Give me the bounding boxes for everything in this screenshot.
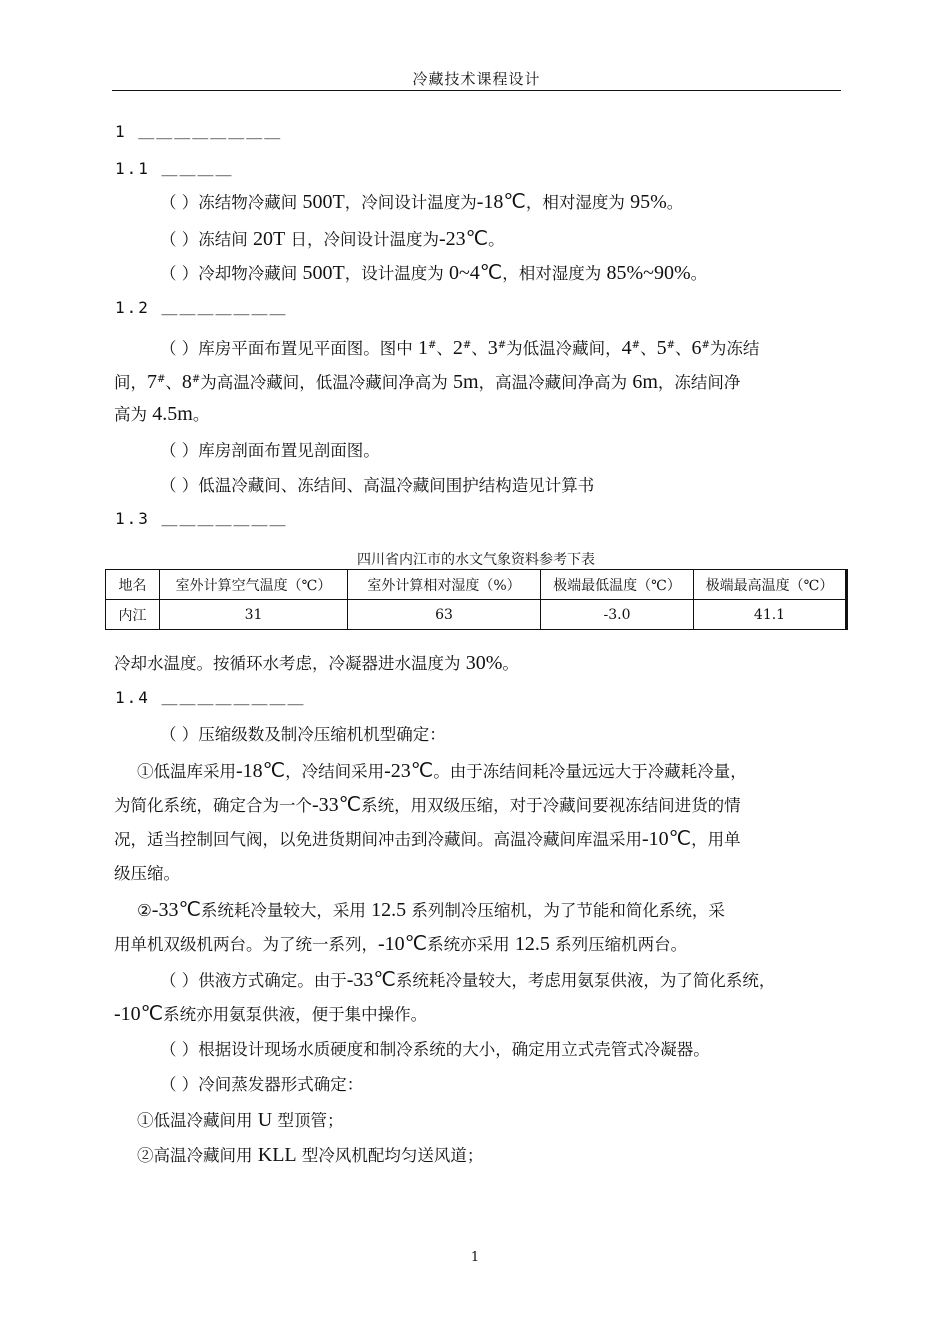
design-item-3: （ ）冷却物冷藏间 500T，设计温度为 0~4℃，相对湿度为 85%~90%。 — [160, 262, 708, 284]
paragraph-1-line-4: 级压缩。 — [114, 864, 180, 883]
weather-table — [105, 569, 848, 630]
table-cell: 41.1 — [694, 600, 847, 630]
table-row — [106, 600, 847, 630]
compressor-item: （ ）压缩级数及制冷压缩机机型确定： — [160, 725, 446, 744]
section-1-4-heading: 1.4 ＿＿＿＿＿＿＿＿ — [115, 688, 306, 707]
liquid-supply-line-1: （ ）供液方式确定。由于-33℃系统耗冷量较大，考虑用氨泵供液，为了简化系统， — [160, 969, 776, 991]
paragraph-1-line-3: 况，适当控制回气阀，以免进货期间冲击到冷藏间。高温冷藏间库温采用-10℃，用单 — [114, 828, 741, 850]
cooling-water-text: 冷却水温度。按循环水考虑，冷凝器进水温度为 30%。 — [114, 652, 519, 674]
header-cell: 极端最高温度（℃） — [694, 570, 847, 600]
layout-line-3: 高为 4.5m。 — [114, 403, 210, 425]
envelope-item: （ ）低温冷藏间、冻结间、高温冷藏间围护结构造见计算书 — [160, 476, 595, 495]
evaporator-high-temp: ②高温冷藏间用 KLL 型冷风机配均匀送风道； — [137, 1144, 484, 1166]
layout-line-2: 间，7#、8#为高温冷藏间，低温冷藏间净高为 5m，高温冷藏间净高为 6m，冻结间净 — [114, 371, 741, 393]
design-item-2: （ ）冻结间 20T 日，冷间设计温度为-23℃。 — [160, 228, 505, 250]
section-1-2-heading: 1.2 ＿＿＿＿＿＿＿ — [115, 298, 288, 317]
table-cell: 31 — [160, 600, 348, 630]
header-rule — [112, 90, 841, 91]
table-cell: 内江 — [106, 600, 160, 630]
liquid-supply-line-2: -10℃系统亦用氨泵供液，便于集中操作。 — [114, 1003, 428, 1025]
header-cell: 室外计算相对湿度（%） — [348, 570, 541, 600]
paragraph-2-line-1: ②-33℃系统耗冷量较大，采用 12.5 系列制冷压缩机，为了节能和简化系统，采 — [137, 899, 725, 921]
paragraph-1-line-2: 为简化系统，确定合为一个-33℃系统，用双级压缩，对于冷藏间要视冻结间进货的情 — [114, 794, 741, 816]
header-cell: 地名 — [106, 570, 160, 600]
paragraph-2-line-2: 用单机双级机两台。为了统一系列，-10℃系统亦采用 12.5 系列压缩机两台。 — [114, 933, 688, 955]
evaporator-low-temp: ①低温冷藏间用 U 型顶管； — [137, 1109, 344, 1131]
table-header-row — [106, 570, 847, 600]
header-cell: 极端最低温度（℃） — [541, 570, 694, 600]
table-cell: 63 — [348, 600, 541, 630]
section-view-item: （ ）库房剖面布置见剖面图。 — [160, 441, 380, 460]
table-caption: 四川省内江市的水文气象资料参考下表 — [357, 552, 595, 568]
page-number: 1 — [470, 1250, 480, 1265]
header-cell: 室外计算空气温度（℃） — [160, 570, 348, 600]
layout-line-1: （ ）库房平面布置见平面图。图中 1#、2#、3#为低温冷藏间，4#、5#、6#为冻结 — [160, 337, 760, 359]
condenser-item: （ ）根据设计现场水质硬度和制冷系统的大小，确定用立式壳管式冷凝器。 — [160, 1040, 710, 1059]
section-1-1-heading: 1.1 ＿＿＿＿ — [115, 159, 234, 178]
section-1-3-heading: 1.3 ＿＿＿＿＿＿＿ — [115, 509, 288, 528]
evaporator-item: （ ）冷间蒸发器形式确定： — [160, 1075, 364, 1094]
paragraph-1-line-1: ①低温库采用-18℃，冷结间采用-23℃。由于冻结间耗冷量远远大于冷藏耗冷量， — [137, 760, 747, 782]
design-item-1: （ ）冻结物冷藏间 500T，冷间设计温度为-18℃，相对湿度为 95%。 — [160, 191, 684, 213]
running-header: 冷藏技术课程设计 — [412, 70, 541, 88]
section-1-heading: 1 ＿＿＿＿＿＿＿＿ — [115, 122, 283, 141]
table-cell: -3.0 — [541, 600, 694, 630]
